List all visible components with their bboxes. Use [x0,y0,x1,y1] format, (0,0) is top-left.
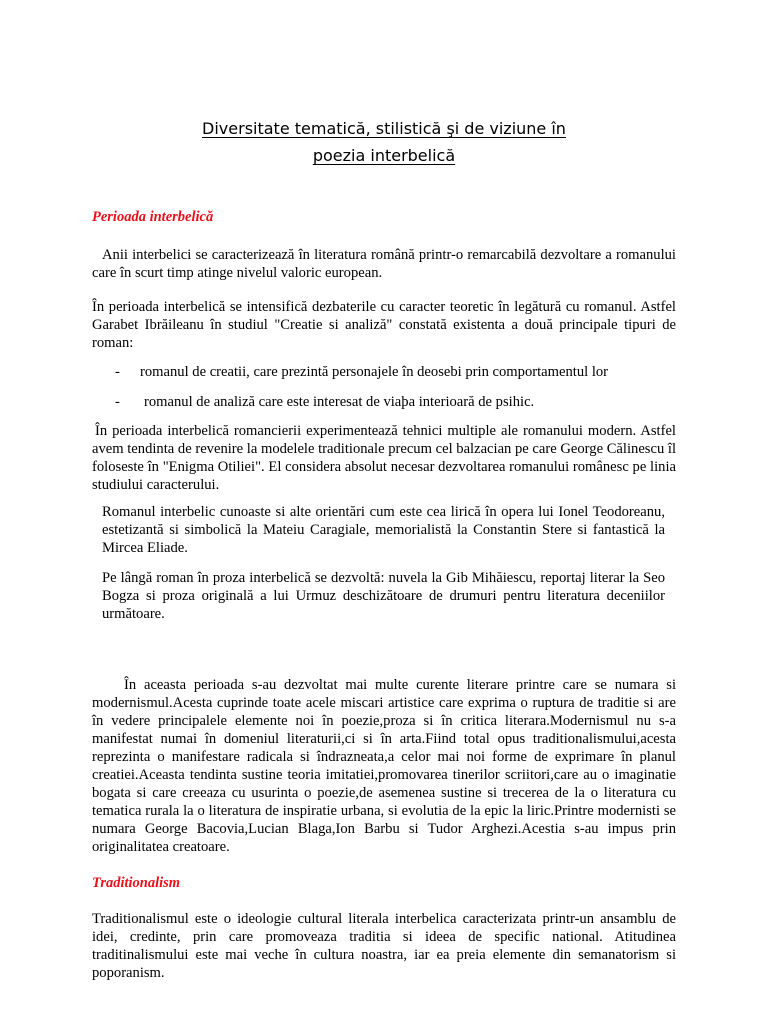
list-bullet-dash: - [115,394,120,410]
paragraph-anii-interbelici: Anii interbelici se caracterizează în literatura română printr-o remarcabilă dezvoltare a romanului care în scurt timp atinge nivelul valoric european. [92,247,676,281]
section-heading-traditionalism: Traditionalism [92,875,181,891]
paragraph-romancieri-experimenteaza: În perioada interbelică romancierii experimentează tehnici multiple ale romanului modern. Astfel avem tendinta de revenire la modelele traditionale precum cel balzacian pe care George Călinescu îl foloseste în "Enigma Otiliei". El considera absolut necesar dezvoltarea romanului românesc pe linia studiului caracterului. [92,423,677,493]
document-title-line-1: Diversitate tematică, stilistică şi de viziune în [202,119,566,138]
document-title-line-2: poezia interbelică [312,146,456,165]
list-item-text: romanul de analiză care este interesat de viaþa interioară de psihic. [144,394,535,410]
list-bullet-dash: - [115,364,120,380]
list-item-text: romanul de creatii, care prezintă personajele în deosebi prin comportamentul lor [140,364,609,380]
list-item-roman-de-creatii [115,364,675,382]
paragraph-dezbateri-roman: În perioada interbelică se intensifică dezbaterile cu caracter teoretic în legătură cu romanul. Astfel Garabet Ibrăileanu în studiul "Creatie si analiză" constată existenta a două principale tipuri de roman: [92,299,676,351]
paragraph-modernism: În aceasta perioada s-au dezvoltat mai multe curente literare printre care se numara si modernismul.Acesta cuprinde toate acele miscari artistice care exprima o ruptura de traditie si are în vedere principalele elemente noi în poezie,proza si în critica literara.Modernismul nu s-a manifestat numai în domeniul literaturii,ci si în arta.Fiind total opus traditionalismului,acesta reprezinta o manifestare radicala si îndrazneata,a celor mai noi forme de exprimare în planul creatiei.Aceasta tendinta sustine teoria imitatiei,promovarea tinerilor scriitori,care au o imaginatie bogata si care creeaza cu usurinta o poezie,de asemenea sustine si trecerea de la o literatura cu tematica rurala la o literatura de inspiratie urbana, si evolutia de la epic la liric.Printre modernisti se numara George Bacovia,Lucian Blaga,Ion Barbu si Tudor Arghezi.Acestia s-au impus prin originalitatea creatoare. [92,677,676,855]
paragraph-proza-interbelica: Pe lângă roman în proza interbelică se dezvoltă: nuvela la Gib Mihăiescu, reportaj literar la Seo Bogza si proza originală a lui Urmuz deschizătoare de drumuri pentru literatura deceniilor următoare. [102,570,665,622]
list-item-roman-de-analiza [115,394,675,412]
paragraph-romanul-interbelic: Romanul interbelic cunoaste si alte orientări cum este cea lirică în opera lui Ionel Teodoreanu, estetizantă si simbolică la Mateiu Caragiale, memorialistă la Constantin Stere si fantastică la Mircea Eliade. [102,504,665,556]
section-heading-perioada-interbelica: Perioada interbelică [92,209,214,225]
paragraph-traditionalism: Traditionalismul este o ideologie cultural literala interbelica caracterizata printr-un ansamblu de idei, credinte, prin care promoveaza traditia si ideea de specific national. Atitudinea traditinalismului este mai veche în cultura noastra, iar ea preia elemente din semanatorism si poporanism. [92,911,676,981]
